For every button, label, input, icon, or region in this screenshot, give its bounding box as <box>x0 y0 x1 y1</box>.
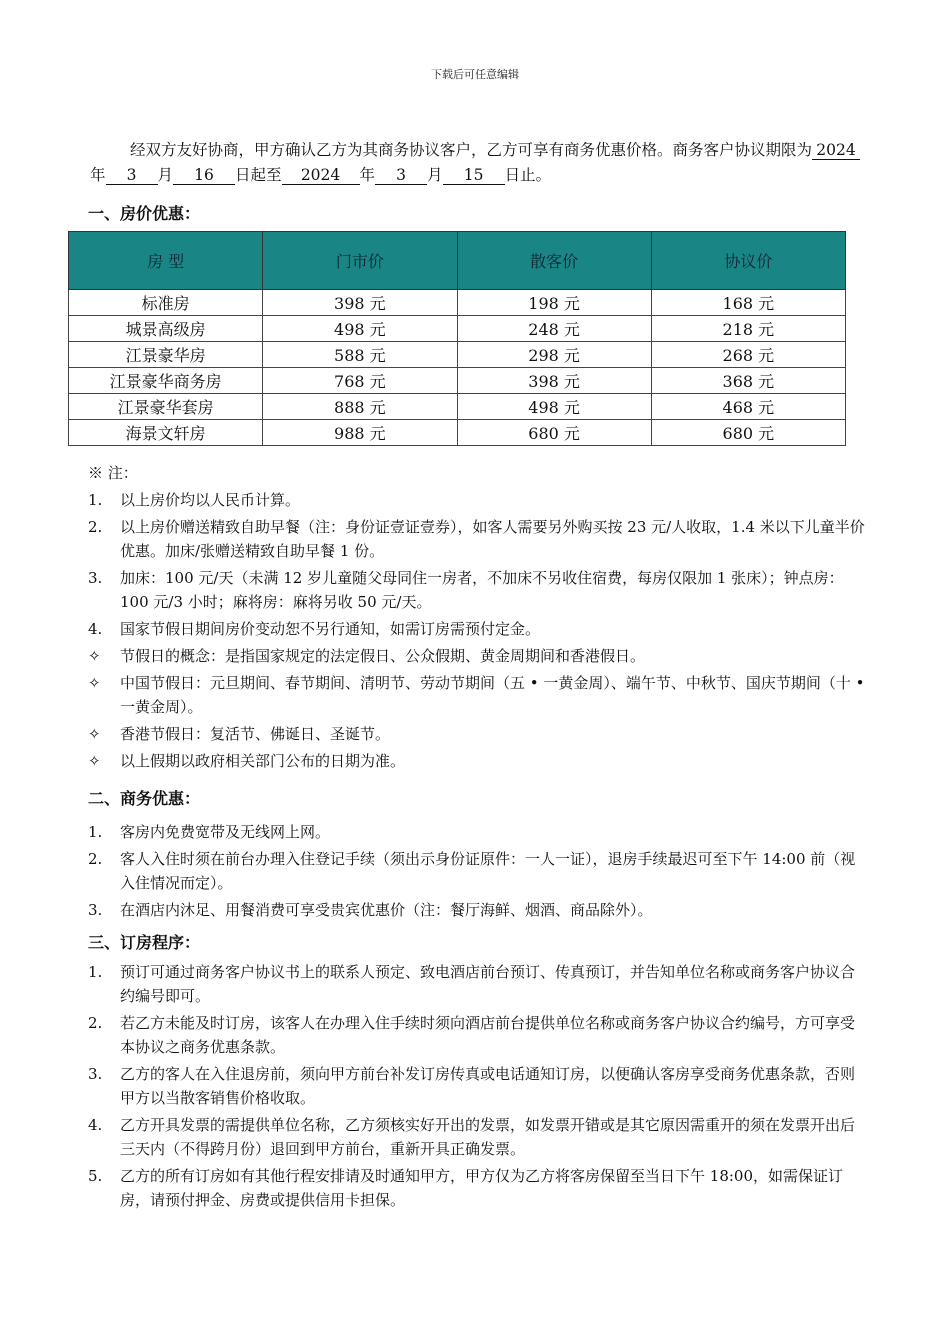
table-row <box>69 316 846 342</box>
rack-rate-cell: 888 元 <box>263 394 457 420</box>
page-header: 下载后可任意编辑 <box>431 68 519 81</box>
agreement-rate-cell: 168 元 <box>651 290 845 316</box>
start-day: 16 <box>173 166 235 185</box>
list-item <box>88 820 868 844</box>
list-marker: 4. <box>88 1116 103 1134</box>
year-label: 年 <box>90 166 106 184</box>
list-marker: ✧ <box>88 725 101 743</box>
table-row <box>69 342 846 368</box>
list-marker: 3. <box>88 901 103 919</box>
list-marker: 1. <box>88 823 103 841</box>
list-marker: ✧ <box>88 674 101 692</box>
list-item <box>88 847 868 895</box>
list-item <box>88 671 868 719</box>
col-header-walkin-rate: 散客价 <box>457 232 651 290</box>
table-row <box>69 394 846 420</box>
list-text: 客人入住时须在前台办理入住登记手续（须出示身份证原件：一人一证），退房手续最迟可至下午 14:00 前（视入住情况而定）。 <box>120 850 856 892</box>
rack-rate-cell: 988 元 <box>263 420 457 446</box>
section2-title: 二、商务优惠： <box>88 789 201 808</box>
room-type-cell: 城景高级房 <box>69 316 263 342</box>
list-marker: 3. <box>88 1065 103 1083</box>
end-month: 3 <box>375 166 427 185</box>
list-text: 加床：100 元/天（未满 12 岁儿童随父母同住一房者，不加床不另收住宿费，每房仅限加 1 张床）；钟点房：100 元/3 小时；麻将房：麻将另收 50 元/天。 <box>120 569 844 611</box>
table-row <box>69 420 846 446</box>
list-text: 中国节假日：元旦期间、春节期间、清明节、劳动节期间（五 • 一黄金周）、端午节、中秋节、国庆节期间（十 • 一黄金周）。 <box>120 674 865 716</box>
list-text: 以上假期以政府相关部门公布的日期为准。 <box>120 752 406 770</box>
list-item <box>88 749 868 773</box>
agreement-rate-cell: 368 元 <box>651 368 845 394</box>
booking-procedure-list <box>88 960 868 1215</box>
list-item <box>88 1011 868 1059</box>
list-text: 若乙方未能及时订房，该客人在办理入住手续时须向酒店前台提供单位名称或商务客户协议合约编号，方可享受本协议之商务优惠条款。 <box>120 1014 856 1056</box>
list-text: 在酒店内沐足、用餐消费可享受贵宾优惠价（注：餐厅海鲜、烟酒、商品除外）。 <box>120 901 653 919</box>
walkin-rate-cell: 398 元 <box>457 368 651 394</box>
list-text: 乙方的客人在入住退房前，须向甲方前台补发订房传真或电话通知订房，以便确认客房享受商务优惠条款，否则甲方以当散客销售价格收取。 <box>120 1065 856 1107</box>
section1-title: 一、房价优惠： <box>88 204 201 223</box>
list-marker: 2. <box>88 1014 103 1032</box>
rack-rate-cell: 768 元 <box>263 368 457 394</box>
year-label-2: 年 <box>359 166 376 184</box>
list-text: 节假日的概念：是指国家规定的法定假日、公众假期、黄金周期间和香港假日。 <box>120 647 646 665</box>
list-marker: 1. <box>88 491 103 509</box>
start-suffix: 日起至 <box>235 166 282 184</box>
list-item <box>88 1113 868 1161</box>
list-item <box>88 1062 868 1110</box>
list-item <box>88 722 868 746</box>
room-type-cell: 标准房 <box>69 290 263 316</box>
list-text: 香港节假日：复活节、佛诞日、圣诞节。 <box>120 725 391 743</box>
list-text: 乙方开具发票的需提供单位名称，乙方须核实好开出的发票，如发票开错或是其它原因需重开的须在发票开出后三天内（不得跨月份）退回到甲方前台，重新开具正确发票。 <box>120 1116 856 1158</box>
end-day: 15 <box>443 166 505 185</box>
rack-rate-cell: 588 元 <box>263 342 457 368</box>
col-header-room-type: 房 型 <box>69 232 263 290</box>
list-marker: 5. <box>88 1167 103 1185</box>
rate-notes <box>88 461 868 776</box>
list-item <box>88 515 868 563</box>
note-label: ※ 注： <box>88 464 138 482</box>
walkin-rate-cell: 248 元 <box>457 316 651 342</box>
rack-rate-cell: 498 元 <box>263 316 457 342</box>
list-item <box>88 488 868 512</box>
list-marker: ✧ <box>88 752 101 770</box>
end-suffix: 日止。 <box>504 166 552 184</box>
month-label: 月 <box>157 166 174 184</box>
list-text: 客房内免费宽带及无线网上网。 <box>120 823 331 841</box>
list-item <box>88 617 868 641</box>
list-marker: 1. <box>88 963 103 981</box>
col-header-rack-rate: 门市价 <box>263 232 457 290</box>
list-item <box>88 960 868 1008</box>
room-type-cell: 海景文轩房 <box>69 420 263 446</box>
rate-table <box>68 231 846 446</box>
agreement-rate-cell: 468 元 <box>651 394 845 420</box>
intro-text: 经双方友好协商，甲方确认乙方为其商务协议客户，乙方可享有商务优惠价格。商务客户协议期限为 <box>130 141 813 159</box>
rack-rate-cell: 398 元 <box>263 290 457 316</box>
room-type-cell: 江景豪华房 <box>69 342 263 368</box>
list-text: 以上房价赠送精致自助早餐（注：身份证壹证壹券），如客人需要另外购买按 23 元/人收取，1.4 米以下儿童半价优惠。加床/张赠送精致自助早餐 1 份。 <box>120 518 865 560</box>
room-type-cell: 江景豪华套房 <box>69 394 263 420</box>
list-text: 以上房价均以人民币计算。 <box>120 491 301 509</box>
list-item <box>88 1164 868 1212</box>
rate-table-header <box>69 232 846 290</box>
table-row <box>69 290 846 316</box>
month-label-2: 月 <box>427 166 443 184</box>
agreement-rate-cell: 680 元 <box>651 420 845 446</box>
business-benefits-list <box>88 820 868 925</box>
intro-paragraph <box>90 138 860 188</box>
walkin-rate-cell: 680 元 <box>457 420 651 446</box>
list-marker: 2. <box>88 850 103 868</box>
start-year: 2024 <box>812 141 860 160</box>
room-type-cell: 江景豪华商务房 <box>69 368 263 394</box>
start-month: 3 <box>106 166 158 185</box>
end-year: 2024 <box>282 166 360 185</box>
section3-title: 三、订房程序： <box>88 933 201 952</box>
walkin-rate-cell: 498 元 <box>457 394 651 420</box>
agreement-rate-cell: 268 元 <box>651 342 845 368</box>
list-text: 乙方的所有订房如有其他行程安排请及时通知甲方，甲方仅为乙方将客房保留至当日下午 18:00，如需保证订房，请预付押金、房费或提供信用卡担保。 <box>120 1167 844 1209</box>
col-header-agreement-rate: 协议价 <box>651 232 845 290</box>
table-row <box>69 368 846 394</box>
list-marker: ✧ <box>88 647 101 665</box>
walkin-rate-cell: 298 元 <box>457 342 651 368</box>
agreement-rate-cell: 218 元 <box>651 316 845 342</box>
list-marker: 3. <box>88 569 103 587</box>
list-marker: 2. <box>88 518 103 536</box>
list-item <box>88 898 868 922</box>
list-text: 国家节假日期间房价变动恕不另行通知，如需订房需预付定金。 <box>120 620 541 638</box>
list-marker: 4. <box>88 620 103 638</box>
list-item <box>88 644 868 668</box>
list-item <box>88 566 868 614</box>
walkin-rate-cell: 198 元 <box>457 290 651 316</box>
list-text: 预订可通过商务客户协议书上的联系人预定、致电酒店前台预订、传真预订，并告知单位名称或商务客户协议合约编号即可。 <box>120 963 856 1005</box>
